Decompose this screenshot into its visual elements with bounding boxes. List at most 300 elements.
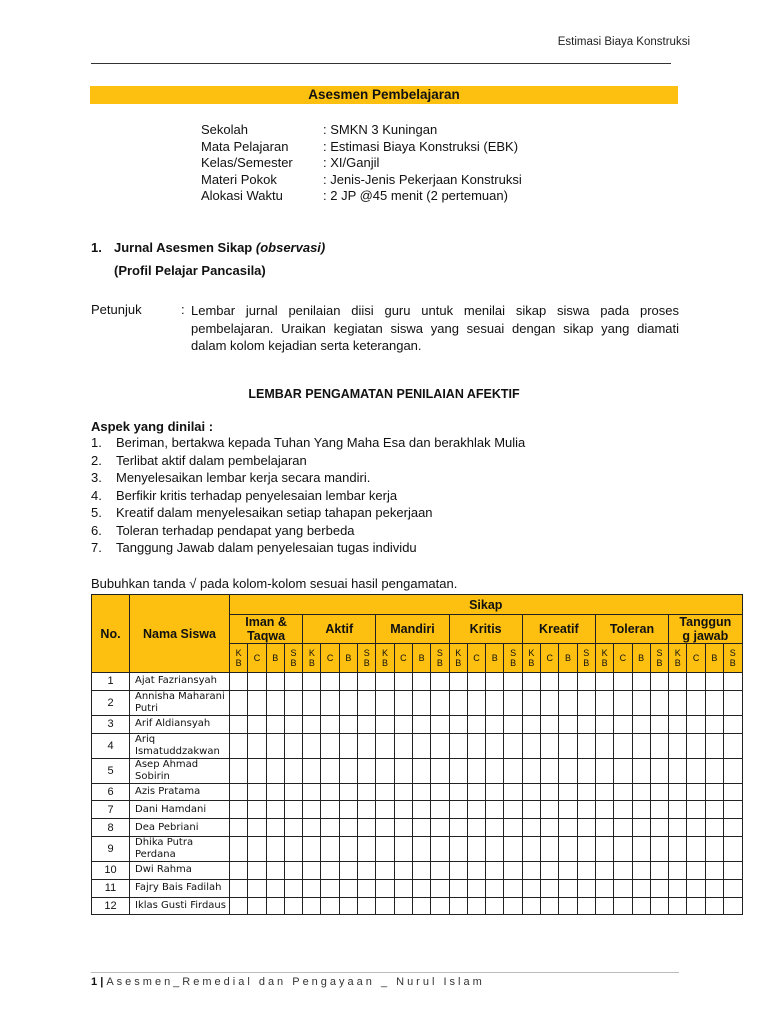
checkbox-cell[interactable] [504, 801, 522, 819]
checkbox-cell[interactable] [614, 879, 632, 897]
checkbox-cell[interactable] [248, 819, 266, 837]
checkbox-cell[interactable] [669, 690, 687, 715]
checkbox-cell[interactable] [559, 690, 577, 715]
checkbox-cell[interactable] [358, 733, 376, 758]
checkbox-cell[interactable] [486, 879, 504, 897]
checkbox-cell[interactable] [284, 733, 302, 758]
checkbox-cell[interactable] [669, 783, 687, 801]
checkbox-cell[interactable] [522, 836, 540, 861]
checkbox-cell[interactable] [449, 733, 467, 758]
checkbox-cell[interactable] [412, 673, 430, 691]
checkbox-cell[interactable] [467, 897, 485, 915]
checkbox-cell[interactable] [705, 801, 723, 819]
checkbox-cell[interactable] [632, 783, 650, 801]
checkbox-cell[interactable] [486, 715, 504, 733]
checkbox-cell[interactable] [559, 783, 577, 801]
checkbox-cell[interactable] [339, 819, 357, 837]
checkbox-cell[interactable] [431, 783, 449, 801]
checkbox-cell[interactable] [431, 819, 449, 837]
checkbox-cell[interactable] [467, 673, 485, 691]
checkbox-cell[interactable] [614, 783, 632, 801]
checkbox-cell[interactable] [376, 733, 394, 758]
checkbox-cell[interactable] [303, 836, 321, 861]
checkbox-cell[interactable] [339, 836, 357, 861]
checkbox-cell[interactable] [449, 673, 467, 691]
checkbox-cell[interactable] [230, 819, 248, 837]
checkbox-cell[interactable] [650, 897, 668, 915]
checkbox-cell[interactable] [284, 819, 302, 837]
checkbox-cell[interactable] [230, 861, 248, 879]
checkbox-cell[interactable] [522, 715, 540, 733]
checkbox-cell[interactable] [541, 819, 559, 837]
checkbox-cell[interactable] [577, 861, 595, 879]
checkbox-cell[interactable] [577, 715, 595, 733]
checkbox-cell[interactable] [412, 836, 430, 861]
checkbox-cell[interactable] [284, 801, 302, 819]
checkbox-cell[interactable] [705, 673, 723, 691]
checkbox-cell[interactable] [248, 758, 266, 783]
checkbox-cell[interactable] [559, 819, 577, 837]
checkbox-cell[interactable] [504, 715, 522, 733]
checkbox-cell[interactable] [504, 783, 522, 801]
checkbox-cell[interactable] [705, 690, 723, 715]
checkbox-cell[interactable] [724, 673, 743, 691]
checkbox-cell[interactable] [541, 861, 559, 879]
checkbox-cell[interactable] [486, 897, 504, 915]
checkbox-cell[interactable] [284, 758, 302, 783]
checkbox-cell[interactable] [394, 897, 412, 915]
checkbox-cell[interactable] [339, 758, 357, 783]
checkbox-cell[interactable] [614, 758, 632, 783]
checkbox-cell[interactable] [614, 673, 632, 691]
checkbox-cell[interactable] [248, 715, 266, 733]
checkbox-cell[interactable] [266, 673, 284, 691]
checkbox-cell[interactable] [431, 733, 449, 758]
checkbox-cell[interactable] [467, 783, 485, 801]
checkbox-cell[interactable] [614, 861, 632, 879]
checkbox-cell[interactable] [248, 879, 266, 897]
checkbox-cell[interactable] [284, 783, 302, 801]
checkbox-cell[interactable] [412, 897, 430, 915]
checkbox-cell[interactable] [321, 836, 339, 861]
checkbox-cell[interactable] [687, 690, 705, 715]
checkbox-cell[interactable] [687, 783, 705, 801]
checkbox-cell[interactable] [650, 836, 668, 861]
checkbox-cell[interactable] [467, 861, 485, 879]
checkbox-cell[interactable] [431, 836, 449, 861]
checkbox-cell[interactable] [376, 758, 394, 783]
checkbox-cell[interactable] [522, 733, 540, 758]
checkbox-cell[interactable] [230, 758, 248, 783]
checkbox-cell[interactable] [650, 783, 668, 801]
checkbox-cell[interactable] [412, 861, 430, 879]
checkbox-cell[interactable] [541, 801, 559, 819]
checkbox-cell[interactable] [248, 783, 266, 801]
checkbox-cell[interactable] [321, 783, 339, 801]
checkbox-cell[interactable] [412, 819, 430, 837]
checkbox-cell[interactable] [559, 733, 577, 758]
checkbox-cell[interactable] [577, 819, 595, 837]
checkbox-cell[interactable] [724, 783, 743, 801]
checkbox-cell[interactable] [376, 673, 394, 691]
checkbox-cell[interactable] [650, 733, 668, 758]
checkbox-cell[interactable] [376, 690, 394, 715]
checkbox-cell[interactable] [559, 673, 577, 691]
checkbox-cell[interactable] [577, 690, 595, 715]
checkbox-cell[interactable] [449, 819, 467, 837]
checkbox-cell[interactable] [358, 861, 376, 879]
checkbox-cell[interactable] [724, 758, 743, 783]
checkbox-cell[interactable] [230, 836, 248, 861]
checkbox-cell[interactable] [504, 861, 522, 879]
checkbox-cell[interactable] [303, 673, 321, 691]
checkbox-cell[interactable] [577, 801, 595, 819]
checkbox-cell[interactable] [431, 758, 449, 783]
checkbox-cell[interactable] [358, 673, 376, 691]
checkbox-cell[interactable] [595, 879, 613, 897]
checkbox-cell[interactable] [614, 801, 632, 819]
checkbox-cell[interactable] [358, 690, 376, 715]
checkbox-cell[interactable] [595, 733, 613, 758]
checkbox-cell[interactable] [266, 819, 284, 837]
checkbox-cell[interactable] [486, 783, 504, 801]
checkbox-cell[interactable] [687, 819, 705, 837]
checkbox-cell[interactable] [504, 758, 522, 783]
checkbox-cell[interactable] [248, 836, 266, 861]
checkbox-cell[interactable] [541, 733, 559, 758]
checkbox-cell[interactable] [412, 783, 430, 801]
checkbox-cell[interactable] [541, 758, 559, 783]
checkbox-cell[interactable] [687, 758, 705, 783]
checkbox-cell[interactable] [358, 897, 376, 915]
checkbox-cell[interactable] [394, 836, 412, 861]
checkbox-cell[interactable] [339, 733, 357, 758]
checkbox-cell[interactable] [284, 673, 302, 691]
checkbox-cell[interactable] [650, 758, 668, 783]
checkbox-cell[interactable] [577, 897, 595, 915]
checkbox-cell[interactable] [303, 690, 321, 715]
checkbox-cell[interactable] [467, 715, 485, 733]
checkbox-cell[interactable] [632, 836, 650, 861]
checkbox-cell[interactable] [394, 715, 412, 733]
checkbox-cell[interactable] [559, 861, 577, 879]
checkbox-cell[interactable] [412, 690, 430, 715]
checkbox-cell[interactable] [339, 690, 357, 715]
checkbox-cell[interactable] [724, 861, 743, 879]
checkbox-cell[interactable] [467, 758, 485, 783]
checkbox-cell[interactable] [650, 819, 668, 837]
checkbox-cell[interactable] [412, 801, 430, 819]
checkbox-cell[interactable] [541, 836, 559, 861]
checkbox-cell[interactable] [284, 897, 302, 915]
checkbox-cell[interactable] [577, 758, 595, 783]
checkbox-cell[interactable] [504, 897, 522, 915]
checkbox-cell[interactable] [541, 897, 559, 915]
checkbox-cell[interactable] [724, 715, 743, 733]
checkbox-cell[interactable] [321, 819, 339, 837]
checkbox-cell[interactable] [522, 897, 540, 915]
checkbox-cell[interactable] [248, 861, 266, 879]
checkbox-cell[interactable] [687, 715, 705, 733]
checkbox-cell[interactable] [669, 819, 687, 837]
checkbox-cell[interactable] [321, 758, 339, 783]
checkbox-cell[interactable] [431, 879, 449, 897]
checkbox-cell[interactable] [687, 801, 705, 819]
checkbox-cell[interactable] [230, 673, 248, 691]
checkbox-cell[interactable] [266, 783, 284, 801]
checkbox-cell[interactable] [230, 879, 248, 897]
checkbox-cell[interactable] [650, 879, 668, 897]
checkbox-cell[interactable] [376, 783, 394, 801]
checkbox-cell[interactable] [449, 801, 467, 819]
checkbox-cell[interactable] [541, 690, 559, 715]
checkbox-cell[interactable] [595, 861, 613, 879]
checkbox-cell[interactable] [266, 758, 284, 783]
checkbox-cell[interactable] [632, 715, 650, 733]
checkbox-cell[interactable] [303, 879, 321, 897]
checkbox-cell[interactable] [248, 801, 266, 819]
checkbox-cell[interactable] [431, 897, 449, 915]
checkbox-cell[interactable] [394, 673, 412, 691]
checkbox-cell[interactable] [669, 879, 687, 897]
checkbox-cell[interactable] [614, 690, 632, 715]
checkbox-cell[interactable] [504, 836, 522, 861]
checkbox-cell[interactable] [724, 801, 743, 819]
checkbox-cell[interactable] [284, 836, 302, 861]
checkbox-cell[interactable] [412, 758, 430, 783]
checkbox-cell[interactable] [632, 758, 650, 783]
checkbox-cell[interactable] [431, 861, 449, 879]
checkbox-cell[interactable] [394, 690, 412, 715]
checkbox-cell[interactable] [248, 733, 266, 758]
checkbox-cell[interactable] [303, 861, 321, 879]
checkbox-cell[interactable] [467, 879, 485, 897]
checkbox-cell[interactable] [687, 836, 705, 861]
checkbox-cell[interactable] [339, 897, 357, 915]
checkbox-cell[interactable] [266, 801, 284, 819]
checkbox-cell[interactable] [486, 836, 504, 861]
checkbox-cell[interactable] [650, 861, 668, 879]
checkbox-cell[interactable] [669, 836, 687, 861]
checkbox-cell[interactable] [522, 690, 540, 715]
checkbox-cell[interactable] [230, 733, 248, 758]
checkbox-cell[interactable] [559, 897, 577, 915]
checkbox-cell[interactable] [431, 715, 449, 733]
checkbox-cell[interactable] [358, 879, 376, 897]
checkbox-cell[interactable] [321, 861, 339, 879]
checkbox-cell[interactable] [541, 673, 559, 691]
checkbox-cell[interactable] [303, 758, 321, 783]
checkbox-cell[interactable] [449, 690, 467, 715]
checkbox-cell[interactable] [632, 879, 650, 897]
checkbox-cell[interactable] [248, 673, 266, 691]
checkbox-cell[interactable] [595, 673, 613, 691]
checkbox-cell[interactable] [705, 733, 723, 758]
checkbox-cell[interactable] [230, 897, 248, 915]
checkbox-cell[interactable] [724, 897, 743, 915]
checkbox-cell[interactable] [614, 897, 632, 915]
checkbox-cell[interactable] [687, 861, 705, 879]
checkbox-cell[interactable] [486, 758, 504, 783]
checkbox-cell[interactable] [449, 861, 467, 879]
checkbox-cell[interactable] [724, 836, 743, 861]
checkbox-cell[interactable] [230, 690, 248, 715]
checkbox-cell[interactable] [394, 861, 412, 879]
checkbox-cell[interactable] [632, 861, 650, 879]
checkbox-cell[interactable] [412, 879, 430, 897]
checkbox-cell[interactable] [284, 879, 302, 897]
checkbox-cell[interactable] [669, 758, 687, 783]
checkbox-cell[interactable] [266, 836, 284, 861]
checkbox-cell[interactable] [431, 801, 449, 819]
checkbox-cell[interactable] [522, 801, 540, 819]
checkbox-cell[interactable] [394, 758, 412, 783]
checkbox-cell[interactable] [412, 733, 430, 758]
checkbox-cell[interactable] [266, 715, 284, 733]
checkbox-cell[interactable] [650, 690, 668, 715]
checkbox-cell[interactable] [266, 690, 284, 715]
checkbox-cell[interactable] [504, 733, 522, 758]
checkbox-cell[interactable] [614, 836, 632, 861]
checkbox-cell[interactable] [614, 715, 632, 733]
checkbox-cell[interactable] [284, 715, 302, 733]
checkbox-cell[interactable] [632, 819, 650, 837]
checkbox-cell[interactable] [632, 801, 650, 819]
checkbox-cell[interactable] [724, 690, 743, 715]
checkbox-cell[interactable] [467, 836, 485, 861]
checkbox-cell[interactable] [303, 819, 321, 837]
checkbox-cell[interactable] [669, 673, 687, 691]
checkbox-cell[interactable] [431, 673, 449, 691]
checkbox-cell[interactable] [541, 783, 559, 801]
checkbox-cell[interactable] [248, 897, 266, 915]
checkbox-cell[interactable] [650, 715, 668, 733]
checkbox-cell[interactable] [705, 715, 723, 733]
checkbox-cell[interactable] [486, 861, 504, 879]
checkbox-cell[interactable] [724, 879, 743, 897]
checkbox-cell[interactable] [449, 758, 467, 783]
checkbox-cell[interactable] [266, 897, 284, 915]
checkbox-cell[interactable] [376, 836, 394, 861]
checkbox-cell[interactable] [248, 690, 266, 715]
checkbox-cell[interactable] [577, 783, 595, 801]
checkbox-cell[interactable] [376, 715, 394, 733]
checkbox-cell[interactable] [394, 733, 412, 758]
checkbox-cell[interactable] [284, 861, 302, 879]
checkbox-cell[interactable] [522, 673, 540, 691]
checkbox-cell[interactable] [595, 690, 613, 715]
checkbox-cell[interactable] [522, 879, 540, 897]
checkbox-cell[interactable] [486, 733, 504, 758]
checkbox-cell[interactable] [266, 879, 284, 897]
checkbox-cell[interactable] [595, 836, 613, 861]
checkbox-cell[interactable] [303, 801, 321, 819]
checkbox-cell[interactable] [705, 783, 723, 801]
checkbox-cell[interactable] [559, 836, 577, 861]
checkbox-cell[interactable] [522, 783, 540, 801]
checkbox-cell[interactable] [687, 733, 705, 758]
checkbox-cell[interactable] [595, 783, 613, 801]
checkbox-cell[interactable] [595, 819, 613, 837]
checkbox-cell[interactable] [449, 836, 467, 861]
checkbox-cell[interactable] [339, 861, 357, 879]
checkbox-cell[interactable] [559, 715, 577, 733]
checkbox-cell[interactable] [504, 879, 522, 897]
checkbox-cell[interactable] [595, 801, 613, 819]
checkbox-cell[interactable] [504, 673, 522, 691]
checkbox-cell[interactable] [339, 673, 357, 691]
checkbox-cell[interactable] [559, 801, 577, 819]
checkbox-cell[interactable] [321, 733, 339, 758]
checkbox-cell[interactable] [321, 715, 339, 733]
checkbox-cell[interactable] [577, 879, 595, 897]
checkbox-cell[interactable] [669, 801, 687, 819]
checkbox-cell[interactable] [321, 801, 339, 819]
checkbox-cell[interactable] [595, 758, 613, 783]
checkbox-cell[interactable] [321, 673, 339, 691]
checkbox-cell[interactable] [321, 690, 339, 715]
checkbox-cell[interactable] [467, 690, 485, 715]
checkbox-cell[interactable] [705, 819, 723, 837]
checkbox-cell[interactable] [669, 733, 687, 758]
checkbox-cell[interactable] [522, 819, 540, 837]
checkbox-cell[interactable] [376, 861, 394, 879]
checkbox-cell[interactable] [614, 819, 632, 837]
checkbox-cell[interactable] [431, 690, 449, 715]
checkbox-cell[interactable] [321, 897, 339, 915]
checkbox-cell[interactable] [230, 783, 248, 801]
checkbox-cell[interactable] [522, 758, 540, 783]
checkbox-cell[interactable] [724, 733, 743, 758]
checkbox-cell[interactable] [559, 758, 577, 783]
checkbox-cell[interactable] [376, 897, 394, 915]
checkbox-cell[interactable] [376, 879, 394, 897]
checkbox-cell[interactable] [412, 715, 430, 733]
checkbox-cell[interactable] [687, 673, 705, 691]
checkbox-cell[interactable] [321, 879, 339, 897]
checkbox-cell[interactable] [669, 715, 687, 733]
checkbox-cell[interactable] [705, 836, 723, 861]
checkbox-cell[interactable] [687, 879, 705, 897]
checkbox-cell[interactable] [266, 733, 284, 758]
checkbox-cell[interactable] [486, 690, 504, 715]
checkbox-cell[interactable] [632, 690, 650, 715]
checkbox-cell[interactable] [376, 819, 394, 837]
checkbox-cell[interactable] [358, 819, 376, 837]
checkbox-cell[interactable] [486, 801, 504, 819]
checkbox-cell[interactable] [303, 733, 321, 758]
checkbox-cell[interactable] [705, 897, 723, 915]
checkbox-cell[interactable] [449, 897, 467, 915]
checkbox-cell[interactable] [541, 715, 559, 733]
checkbox-cell[interactable] [724, 819, 743, 837]
checkbox-cell[interactable] [358, 801, 376, 819]
checkbox-cell[interactable] [632, 673, 650, 691]
checkbox-cell[interactable] [449, 879, 467, 897]
checkbox-cell[interactable] [358, 836, 376, 861]
checkbox-cell[interactable] [449, 715, 467, 733]
checkbox-cell[interactable] [486, 819, 504, 837]
checkbox-cell[interactable] [595, 897, 613, 915]
checkbox-cell[interactable] [339, 879, 357, 897]
checkbox-cell[interactable] [687, 897, 705, 915]
checkbox-cell[interactable] [358, 715, 376, 733]
checkbox-cell[interactable] [284, 690, 302, 715]
checkbox-cell[interactable] [705, 861, 723, 879]
checkbox-cell[interactable] [230, 715, 248, 733]
checkbox-cell[interactable] [230, 801, 248, 819]
checkbox-cell[interactable] [705, 758, 723, 783]
